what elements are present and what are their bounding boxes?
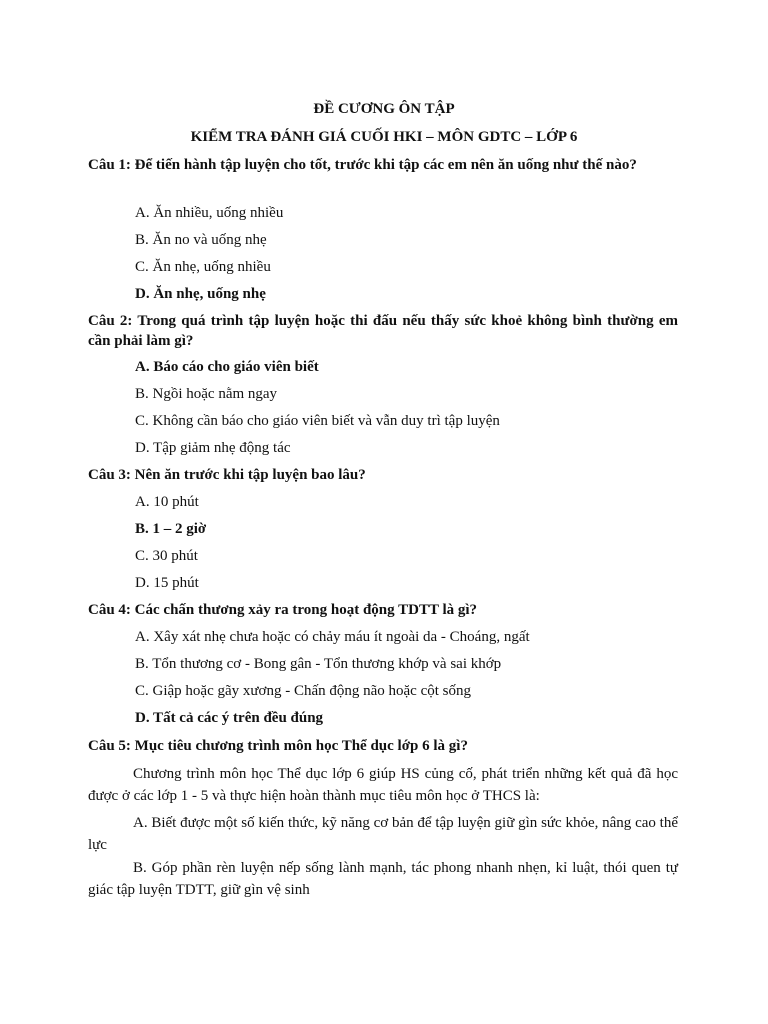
doc-subtitle: KIỂM TRA ĐÁNH GIÁ CUỐI HKI – MÔN GDTC – LỚP 6 xyxy=(190,129,578,145)
q2-option-d: D. Tập giảm nhẹ động tác xyxy=(135,440,291,456)
q1-option-a: A. Ăn nhiều, uống nhiều xyxy=(135,205,284,221)
question-5: Câu 5: Mục tiêu chương trình môn học Thể dục lớp 6 là gì? xyxy=(88,738,468,754)
q1-option-c: C. Ăn nhẹ, uống nhiều xyxy=(135,259,271,275)
q5-intro-paragraph: Chương trình môn học Thể dục lớp 6 giúp HS củng cố, phát triển những kết quả đã học được ở các lớp 1 - 5 và thực hiện hoàn thành mục tiêu môn học ở THCS là: xyxy=(88,766,678,804)
q5-point-b: B. Góp phần rèn luyện nếp sống lành mạnh, tác phong nhanh nhẹn, kỉ luật, thói quen tự giác tập luyện TDTT, giữ gìn vệ sinh xyxy=(88,860,678,898)
q3-option-a: A. 10 phút xyxy=(135,494,199,510)
q3-option-d: D. 15 phút xyxy=(135,575,199,591)
q1-option-d-correct: D. Ăn nhẹ, uống nhẹ xyxy=(135,286,266,302)
question-1: Câu 1: Để tiến hành tập luyện cho tốt, trước khi tập các em nên ăn uống như thế nào? xyxy=(88,157,637,173)
q5-point-a: A. Biết được một số kiến thức, kỹ năng cơ bản để tập luyện giữ gìn sức khỏe, nâng cao thể lực xyxy=(88,815,678,853)
doc-title: ĐỀ CƯƠNG ÔN TẬP xyxy=(313,101,455,117)
q4-option-a: A. Xây xát nhẹ chưa hoặc có chảy máu ít ngoài da - Choáng, ngất xyxy=(135,629,530,645)
q4-option-b: B. Tổn thương cơ - Bong gân - Tổn thương khớp và sai khớp xyxy=(135,656,502,672)
q4-option-d-correct: D. Tất cả các ý trên đều đúng xyxy=(135,710,324,726)
question-2: Câu 2: Trong quá trình tập luyện hoặc thi đấu nếu thấy sức khoẻ không bình thường em cần phải làm gì? xyxy=(88,313,678,349)
q3-option-c: C. 30 phút xyxy=(135,548,198,564)
question-3: Câu 3: Nên ăn trước khi tập luyện bao lâu? xyxy=(88,467,366,483)
question-4: Câu 4: Các chấn thương xảy ra trong hoạt động TDTT là gì? xyxy=(88,602,478,618)
q2-option-a-correct: A. Báo cáo cho giáo viên biết xyxy=(135,359,319,375)
q1-option-b: B. Ăn no và uống nhẹ xyxy=(135,232,267,248)
q4-option-c: C. Giập hoặc gãy xương - Chấn động não hoặc cột sống xyxy=(135,683,471,699)
q3-option-b-correct: B. 1 – 2 giờ xyxy=(135,521,207,537)
q2-option-b: B. Ngồi hoặc nằm ngay xyxy=(135,386,278,402)
q2-option-c: C. Không cần báo cho giáo viên biết và vẫn duy trì tập luyện xyxy=(135,413,500,429)
